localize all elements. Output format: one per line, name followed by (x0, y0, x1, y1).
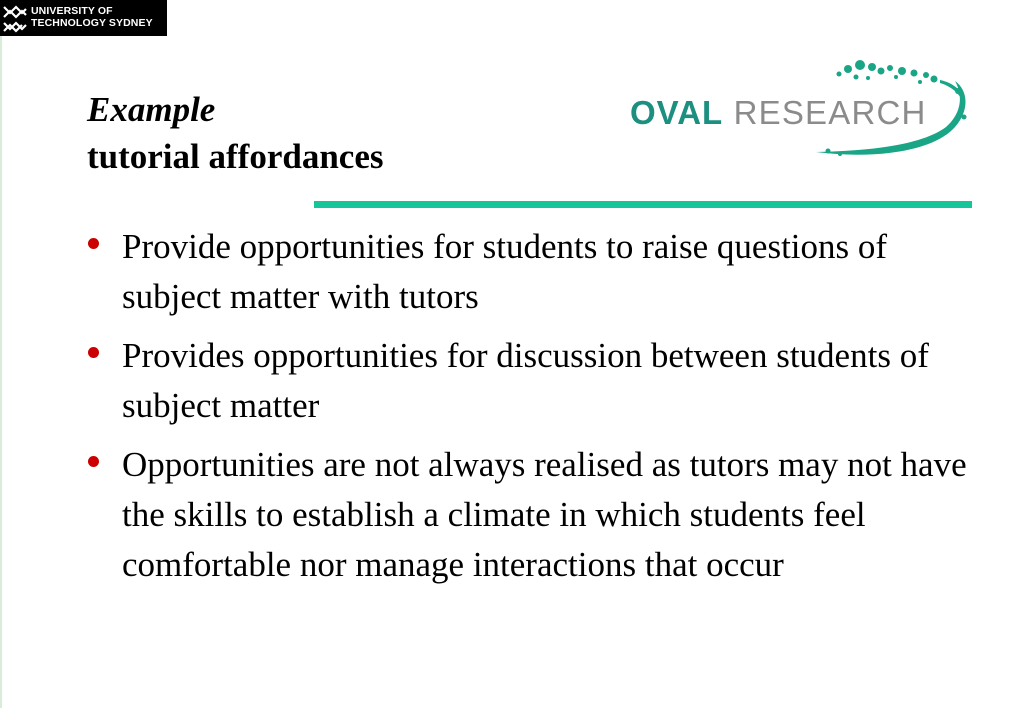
research-word: RESEARCH (733, 94, 927, 131)
uts-logo (0, 0, 167, 36)
list-item (87, 331, 967, 431)
bullet-list (87, 222, 967, 599)
slide-title (87, 86, 383, 180)
bullet-dot-icon (88, 456, 99, 467)
list-item (87, 222, 967, 322)
oval-word: OVAL (630, 94, 724, 131)
slide-title-line2: tutorial affordances (87, 137, 384, 176)
bullet-text: Provides opportunities for discussion between students of subject matter (122, 336, 929, 425)
uts-logo-text: UNIVERSITY OF TECHNOLOGY SYDNEY (31, 5, 153, 29)
bullet-text: Provide opportunities for students to raise questions of subject matter with tutors (122, 227, 888, 316)
slide-left-edge (0, 0, 2, 708)
list-item (87, 440, 967, 590)
bullet-dot-icon (88, 347, 99, 358)
oval-research-logo (620, 55, 980, 165)
uts-emblem-icon (2, 3, 28, 33)
slide-title-line1: Example (87, 90, 216, 129)
accent-rule (314, 201, 972, 208)
oval-research-wordmark (630, 95, 927, 131)
bullet-text: Opportunities are not always realised as tutors may not have the skills to establish a climate in which students feel comfortable nor manage interactions that occur (122, 445, 967, 584)
bullet-dot-icon (88, 238, 99, 249)
